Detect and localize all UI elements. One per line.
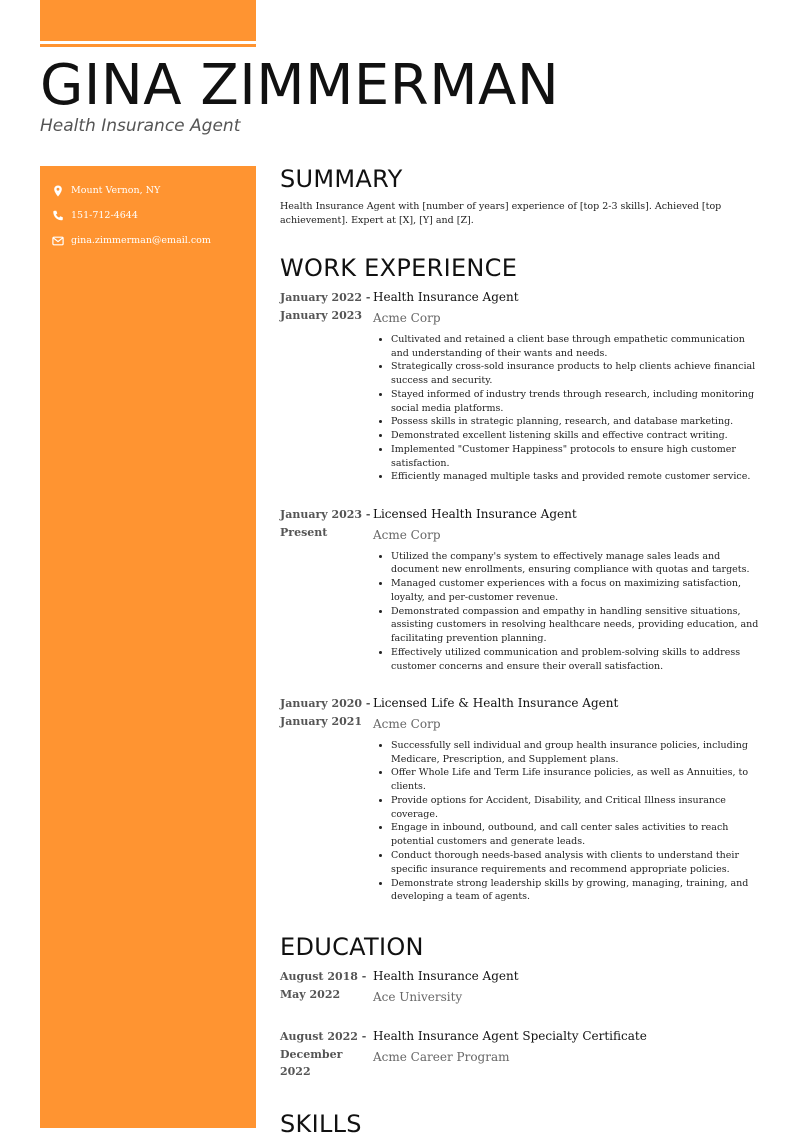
summary-section (280, 166, 762, 227)
job-bullets (373, 739, 762, 904)
summary-heading: SUMMARY (280, 165, 403, 193)
location-pin-icon (52, 185, 64, 197)
education-school: Ace University (373, 990, 463, 1005)
phone-icon (52, 210, 64, 222)
contact-location (52, 178, 211, 203)
education-section (280, 934, 762, 1081)
education-entry (280, 968, 762, 1005)
job-title: Health Insurance Agent (373, 290, 519, 305)
education-dates: August 2022 - December 2022 (280, 1029, 367, 1079)
job-bullet: • Provide options for Accident, Disability, and Critical Illness insurance coverage. (391, 794, 762, 822)
summary-text: Health Insurance Agent with [number of years] experience of [top 2-3 skills]. Achieved [top achievement]. Expert at [X], [Y] and [Z]. (280, 201, 722, 226)
header-accent-block (40, 0, 256, 41)
job-entry (280, 289, 762, 484)
job-bullet: • Possess skills in strategic planning, research, and database marketing. (391, 415, 762, 429)
education-school: Acme Career Program (373, 1049, 510, 1064)
education-dates: August 2018 - May 2022 (280, 970, 367, 1002)
contact-phone-text: 151-712-4644 (71, 210, 138, 221)
job-bullet: • Successfully sell individual and group health insurance policies, including Medicare, Prescription, and Supplement plans. (391, 739, 762, 767)
skills-section (280, 1111, 762, 1137)
skills-heading: SKILLS (280, 1110, 362, 1138)
experience-heading: WORK EXPERIENCE (280, 253, 518, 282)
job-dates: January 2022 - January 2023 (280, 291, 371, 323)
job-entry (280, 695, 762, 904)
job-bullet: • Engage in inbound, outbound, and call center sales activities to reach potential customers and generate leads. (391, 821, 762, 849)
job-dates: January 2023 - Present (280, 508, 371, 539)
education-entry (280, 1028, 762, 1081)
job-bullet: • Conduct thorough needs-based analysis with clients to understand their specific insurance requirements and recommend appropriate policies. (391, 849, 762, 877)
candidate-role: Health Insurance Agent (40, 116, 241, 136)
job-bullet: • Demonstrate strong leadership skills by growing, managing, training, and developing a team of agents. (391, 877, 762, 905)
job-bullet: • Utilized the company's system to effectively manage sales leads and document new enrollments, ensuring compliance with quotas and targets. (391, 550, 762, 578)
job-bullets (373, 550, 762, 674)
header-accent-rule (40, 44, 256, 47)
job-bullet: • Implemented "Customer Happiness" protocols to ensure high customer satisfaction. (391, 443, 762, 471)
main-content (280, 166, 762, 1138)
job-bullet: • Demonstrated compassion and empathy in handling sensitive situations, assisting customers in resolving healthcare needs, providing education, and facilitating prevention planning. (391, 605, 762, 646)
job-dates: January 2020 - January 2021 (280, 697, 371, 729)
education-title: Health Insurance Agent (373, 969, 519, 984)
job-bullet: • Effectively utilized communication and problem-solving skills to address customer concerns and ensure their overall satisfaction. (391, 646, 762, 674)
job-bullet: • Stayed informed of industry trends through research, including monitoring social media platforms. (391, 388, 762, 416)
contact-list (52, 178, 211, 253)
education-heading: EDUCATION (280, 933, 424, 962)
job-title: Licensed Health Insurance Agent (373, 507, 577, 522)
experience-section (280, 255, 762, 904)
job-bullet: • Offer Whole Life and Term Life insurance policies, as well as Annuities, to clients. (391, 766, 762, 794)
job-bullet: • Demonstrated excellent listening skills and effective contract writing. (391, 429, 762, 443)
job-bullet: • Managed customer experiences with a focus on maximizing satisfaction, loyalty, and per-customer revenue. (391, 577, 762, 605)
education-title: Health Insurance Agent Specialty Certificate (373, 1028, 647, 1043)
job-company: Acme Corp (373, 311, 441, 326)
contact-location-text: Mount Vernon, NY (71, 185, 161, 196)
contact-email-text: gina.zimmerman@email.com (71, 235, 211, 246)
job-company: Acme Corp (373, 527, 441, 542)
job-bullet: • Cultivated and retained a client base through empathetic communication and understanding of their wants and needs. (391, 333, 762, 361)
job-entry (280, 506, 762, 673)
contact-email (52, 228, 211, 253)
contact-phone (52, 203, 211, 228)
candidate-name: GINA ZIMMERMAN (40, 53, 560, 118)
job-title: Licensed Life & Health Insurance Agent (373, 696, 619, 711)
job-bullets (373, 333, 762, 484)
sidebar-panel (40, 166, 256, 1128)
job-company: Acme Corp (373, 717, 441, 732)
job-bullet: • Strategically cross-sold insurance products to help clients achieve financial success and security. (391, 360, 762, 388)
email-icon (52, 235, 64, 247)
job-bullet: • Efficiently managed multiple tasks and provided remote customer service. (391, 470, 762, 484)
